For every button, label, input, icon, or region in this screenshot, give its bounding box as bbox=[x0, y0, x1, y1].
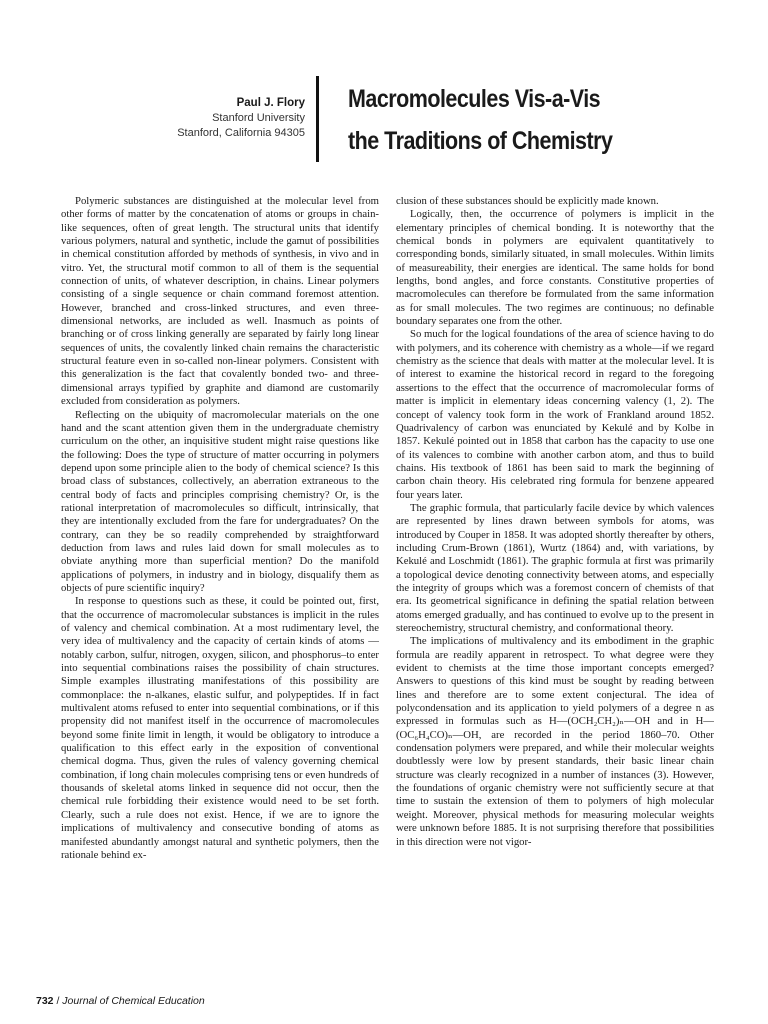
paragraph: clusion of these substances should be explicitly made known. bbox=[396, 195, 659, 207]
paragraph: Polymeric substances are distinguished at the molecular level from other forms of matter by the concatenation of atoms or groups in chain-like sequences, often of great length. The structural units that identify various polymers, natural and synthetic, include the gamut of possibilities in chemical constitution afforded by methods of synthesis, in vivo and in vitro. Yet, the structural motif common to all of them is the sequential connection of units, of whatever description, in chains. Linear polymers consisting of a single sequence or chain command foremost attention. However, branched and cross-linked structures, and even three-dimensional networks, are included as well. Inasmuch as points of branching or of cross linking generally are separated by fairly long linear sequences of units, the covalently linked chain remains the characteristic structural feature even in so-called non-linear polymers. Consistent with this generalization is the fact that covalently bonded two- and three-dimensional arrays typified by graphite and diamond are customarily excluded from consideration as polymers. bbox=[61, 195, 379, 408]
author-affiliation: Stanford University bbox=[212, 112, 305, 124]
title-divider bbox=[316, 76, 319, 162]
author-name: Paul J. Flory bbox=[236, 97, 305, 109]
paragraph: So much for the logical foundations of the area of science having to do with polymers, and its coherence with chemistry as a whole—if we regard chemistry as the science that deals with matter at the molecular level. It is of interest to examine the historical record in regard to the foregoing assertions to the effect that the occurrence of macromolecular forms of matter is implicit in elementary ideas concerning valency (1, 2). The concept of valency took form in the work of Frankland around 1852. Quadrivalency of carbon was enunciated by Kekulé and by Kolbe in 1857. Kekulé pointed out in 1858 that carbon has the capacity to use one of its valences to combine with another carbon atom, and thus to build chains. His textbook of 1861 has been said to mark the beginning of carbon chain theory. His celebrated ring formula for benzene appeared four years later. bbox=[396, 328, 714, 501]
right-column bbox=[396, 195, 714, 849]
footer-separator: / bbox=[56, 995, 60, 1007]
author-block bbox=[130, 96, 305, 141]
left-column bbox=[61, 195, 379, 862]
paragraph: In response to questions such as these, it could be pointed out, first, that the occurrence of macromolecular substances is implicit in the rules of valency and chemical combination. At a most rudimentary level, the very idea of multivalency and the capacity of certain kinds of atoms —notably carbon, sulfur, nitrogen, oxygen, silicon, and phosphorus–to enter into sequential combinations raises the possibility of chain structures. Simple examples illustrating manifestations of this possibility are commonplace: the n-alkanes, elastic sulfur, and polypeptides. If in fact multivalent atoms refused to enter into sequential combinations, or if this propensity did not manifest itself in the occurrence of macromolecules beyond some finite limit in length, it would be obligatory to introduce a qualification to this effect early in the exposition of conventional chemical dogma. Thus, given the rules of valency governing chemical combination, if long chain molecules comprising tens or even hundreds of thousands of skeletal atoms linked in sequence did not occur, then the chemical rule forbidding their existence would need to be set forth. Clearly, such a rule does not exist. Hence, if we are to ignore the implications of multivalency and consecutive bonding of atoms as manifested abundantly amongst natural and synthetic polymers, then the rationale behind ex- bbox=[61, 595, 379, 861]
paragraph: Reflecting on the ubiquity of macromolecular materials on the one hand and the scant attention given them in the undergraduate chemistry curriculum on the other, an inquisitive student might raise questions like the following: Does the type of structure of matter occurring in polymers depend upon some principle alien to the body of chemical science? Is this broad class of substances, collectively, an aberration extraneous to the central body of facts and principles comprising chemistry? Or, is the rational interpretation of macromolecules so difficult, intrinsically, that they are intentionally excluded from the fare for undergraduates? On the contrary, can they be so readily comprehended by straightforward deduction from laws and rules laid down for small molecules as to obviate anything more than superficial mention? Do the manifold applications of polymers, in industry and in biology, disqualify them as objects of pure scientific inquiry? bbox=[61, 408, 379, 594]
journal-name: Journal of Chemical Education bbox=[62, 995, 205, 1007]
article-title bbox=[348, 78, 692, 162]
author-location: Stanford, California 94305 bbox=[177, 127, 305, 139]
title-line-2: the Traditions of Chemistry bbox=[348, 127, 613, 155]
paragraph: Logically, then, the occurrence of polymers is implicit in the elementary principles of chemical bonding. It is noteworthy that the chemical bonds in polymers are equivalent quantitatively to corresponding bonds, similarly situated, in small molecules. Within limits of measureability, their energies are identical. The same holds for bond lengths, bond angles, and force constants. Constitutive properties of macromolecules can therefore be formulated from the same information as for small molecules. The two regimes are continuous; no definable boundary separates one from the other. bbox=[396, 208, 714, 328]
paragraph: The implications of multivalency and its embodiment in the graphic formula are readily apparent in retrospect. To what degree were they evident to chemists at the time those important concepts emerged? Answers to questions of this kind must be sought by reading between lines and therefore are to some extent conjectural. The idea of polycondensation and its application to yield polymers of a degree n as expressed in formulas such as H—(OCH₂CH₂)ₙ—OH and in H—(OC₆H₄CO)ₙ—OH, are recorded in the period 1860–70. Other condensation polymers were prepared, and while their molecular weights doubtlessly were low by present standards, their basic linear chain structure was clearly recognized in a number of instances (3). However, the foundations of organic chemistry were not sufficiently secure at that time to sustain the extension of them to polymers of high molecular weight. Moreover, physical methods for measuring molecular weights were unknown before 1885. It is not surprising therefore that possibilities in this direction were not vigor- bbox=[396, 635, 714, 848]
page-number: 732 bbox=[36, 995, 54, 1007]
page-footer bbox=[36, 995, 205, 1007]
paragraph: The graphic formula, that particularly facile device by which valences are represented by lines drawn between symbols for atoms, was introduced by Couper in 1858. It was adopted shortly thereafter by others, including Crum-Brown (1861), Wurtz (1864) and, with variations, by Kekulé and Loschmidt (1861). The graphic formula at first was primarily a topological device denoting connectivity between atoms, and especially the integrity of groups which was a foremost concern of chemists of that era. Its geometrical significance in defining the spatial relation between atoms emerged gradually, and has continued to evolve up to the present in stereochemistry, structural chemistry, and conformational theory. bbox=[396, 501, 714, 634]
title-line-1: Macromolecules Vis-a-Vis bbox=[348, 85, 601, 113]
